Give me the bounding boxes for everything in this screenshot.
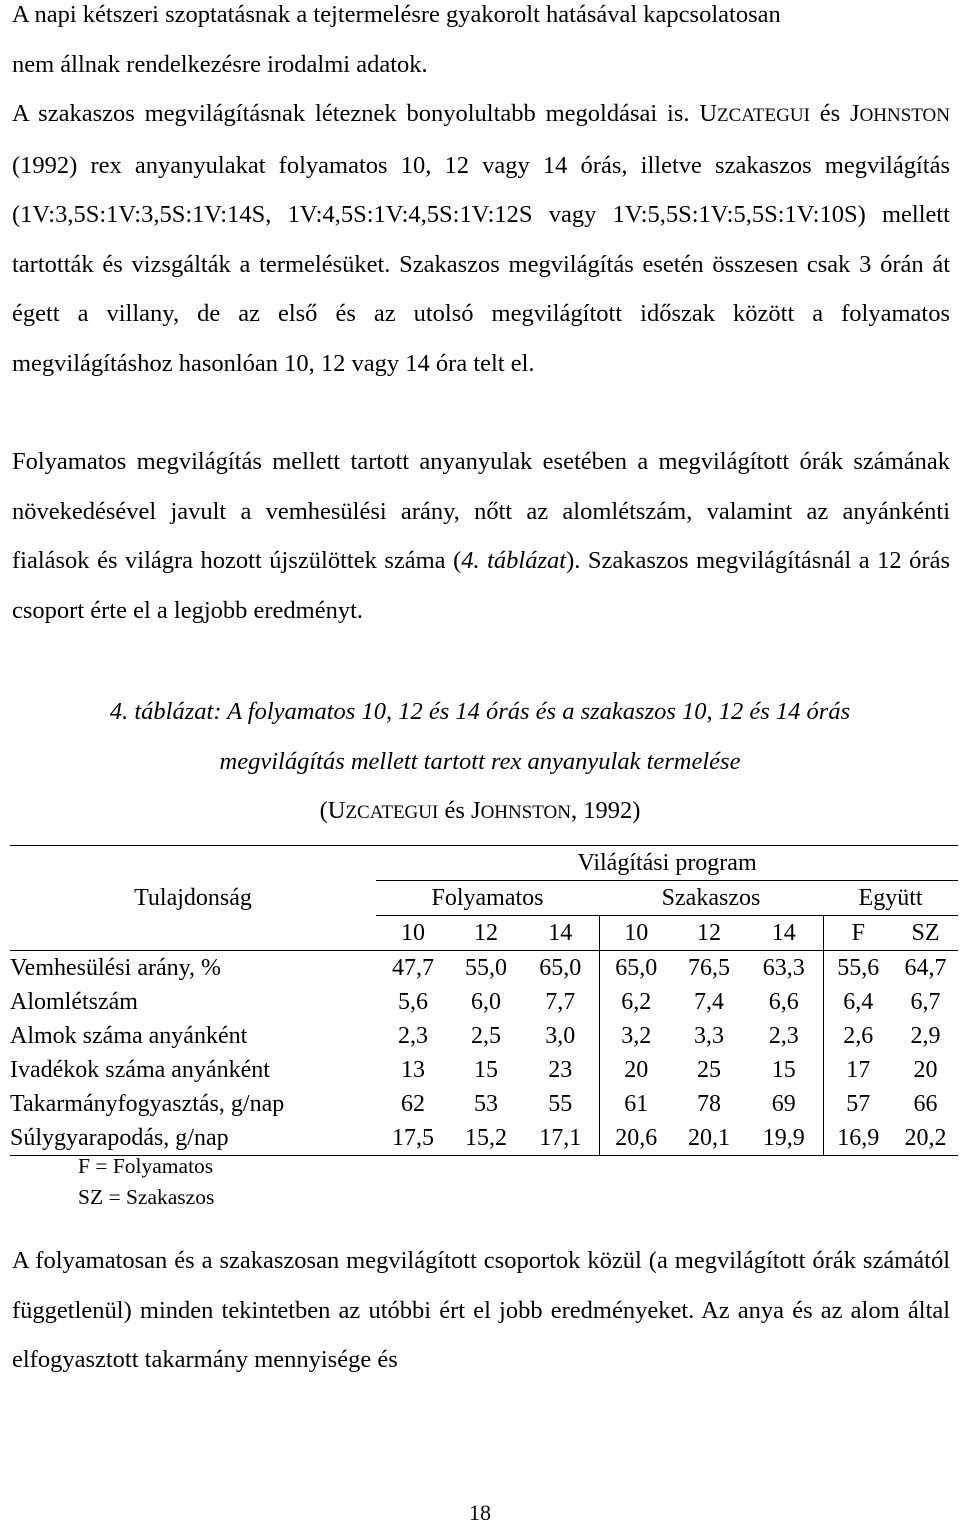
paragraph-2-text-c: (1992) rex anyanyulakat folyamatos 10, 12 vagy 14 órás, illetve szakaszos megvilágítás (1V:3,5S:1V:3,5S:1V:14S, 1V:4,5S:1V:4,5S:1V:12S vagy 1V:5,5S:1V:5,5S:1V:10S) mellett tartották és vizsgálták a termelésüket. Szakaszos megvilágítás esetén összesen csak 3 órán át égett a villany, de az első és az utolsó megvilágított időszak között a folyamatos megvilágításhoz hasonlóan 10, 12 vagy 14 óra telt el.: [12, 151, 950, 377]
group-folyamatos: Folyamatos: [376, 881, 599, 916]
table-row: Alomlétszám 5,6 6,0 7,7 6,2 7,4 6,6 6,4 6,7: [10, 985, 958, 1019]
sub-header: 10: [599, 916, 673, 951]
paragraph-1-line-2: nem állnak rendelkezésre irodalmi adatok.: [12, 50, 428, 78]
group-szakaszos: Szakaszos: [599, 881, 823, 916]
row-label: Ivadékok száma anyánként: [10, 1056, 270, 1083]
legend-note-f: F = Folyamatos: [78, 1154, 214, 1178]
table-reference: 4. táblázat: [461, 547, 567, 574]
table-row: Ivadékok száma anyánként 13 15 23 20 25 15 17 20: [10, 1053, 958, 1087]
table-row: Almok száma anyánként 2,3 2,5 3,0 3,2 3,3 2,3 2,6 2,9: [10, 1019, 958, 1053]
row-label: Súlygyarapodás, g/nap: [10, 1121, 376, 1156]
table-caption-source: (UZCATEGUI és JOHNSTON, 1992): [319, 797, 641, 824]
paragraph-2-text-a: A szakaszos megvilágításnak léteznek bonyolultabb megoldásai is.: [12, 100, 700, 127]
paragraph-4: A folyamatosan és a szakaszosan megvilágított csoportok közül (a megvilágított órák számától függetlenül) minden tekintetben az utóbbi ért el jobb eredményeket. Az anya és az alom által elfogyasztott takarmány mennyisége és: [12, 1247, 950, 1373]
sub-header: 12: [450, 916, 522, 951]
sub-header: F: [823, 916, 893, 951]
table-row: Súlygyarapodás, g/nap 17,5 15,2 17,1 20,6 20,1 19,9 16,9 20,2: [10, 1121, 958, 1156]
paragraph-1: [12, 0, 950, 89]
paragraph-3: [12, 437, 950, 635]
row-label: Almok száma anyánként: [10, 1022, 248, 1049]
paragraph-1-line-1: A napi kétszeri szoptatásnak a tejtermelésre gyakorolt hatásával kapcsolatosan: [12, 1, 781, 28]
group-egyutt: Együtt: [823, 881, 958, 916]
sub-header: 14: [745, 916, 823, 951]
author-johnston: JOHNSTON: [850, 100, 950, 127]
sub-header: 14: [522, 916, 599, 951]
table-row: Takarmányfogyasztás, g/nap 62 53 55 61 78 69 57 66: [10, 1087, 958, 1121]
table-caption-line-2: megvilágítás mellett tartott rex anyanyulak termelése: [219, 748, 741, 775]
author-uzcategui: UZCATEGUI: [699, 100, 810, 127]
page-number: 18: [469, 1500, 491, 1525]
paragraph-3-text-a: Folyamatos megvilágítás mellett tartott anyanyulak esetében a megvilágított órák számának növekedésével javult a vemhesülési arány, nőtt az alomlétszám, valamint az anyánkénti fialások és világra hozott újszülöttek száma (: [12, 448, 950, 574]
sub-header: SZ: [893, 916, 958, 951]
lighting-program-table: [10, 845, 958, 1156]
table-row: Vemhesülési arány, % 47,7 55,0 65,0 65,0 76,5 63,3 55,6 64,7: [10, 951, 958, 986]
paragraph-2-text-b: és: [819, 100, 851, 127]
row-label: Alomlétszám: [10, 988, 138, 1015]
row-label: Takarmányfogyasztás, g/nap: [10, 1090, 285, 1117]
table-caption-line-1: 4. táblázat: A folyamatos 10, 12 és 14 órás és a szakaszos 10, 12 és 14 órás: [109, 698, 851, 725]
sub-header: 10: [376, 916, 450, 951]
sub-header: 12: [673, 916, 745, 951]
program-header: Világítási program: [376, 846, 958, 881]
paragraph-2: [12, 89, 950, 388]
property-header: Tulajdonság: [10, 846, 376, 951]
legend-note-sz: SZ = Szakaszos: [78, 1185, 215, 1209]
row-label: Vemhesülési arány, %: [10, 951, 376, 986]
paragraph-3-text-b: ). Szakaszos megvilágításnál a 12 órás csoport érte el a legjobb eredményt.: [12, 547, 950, 624]
